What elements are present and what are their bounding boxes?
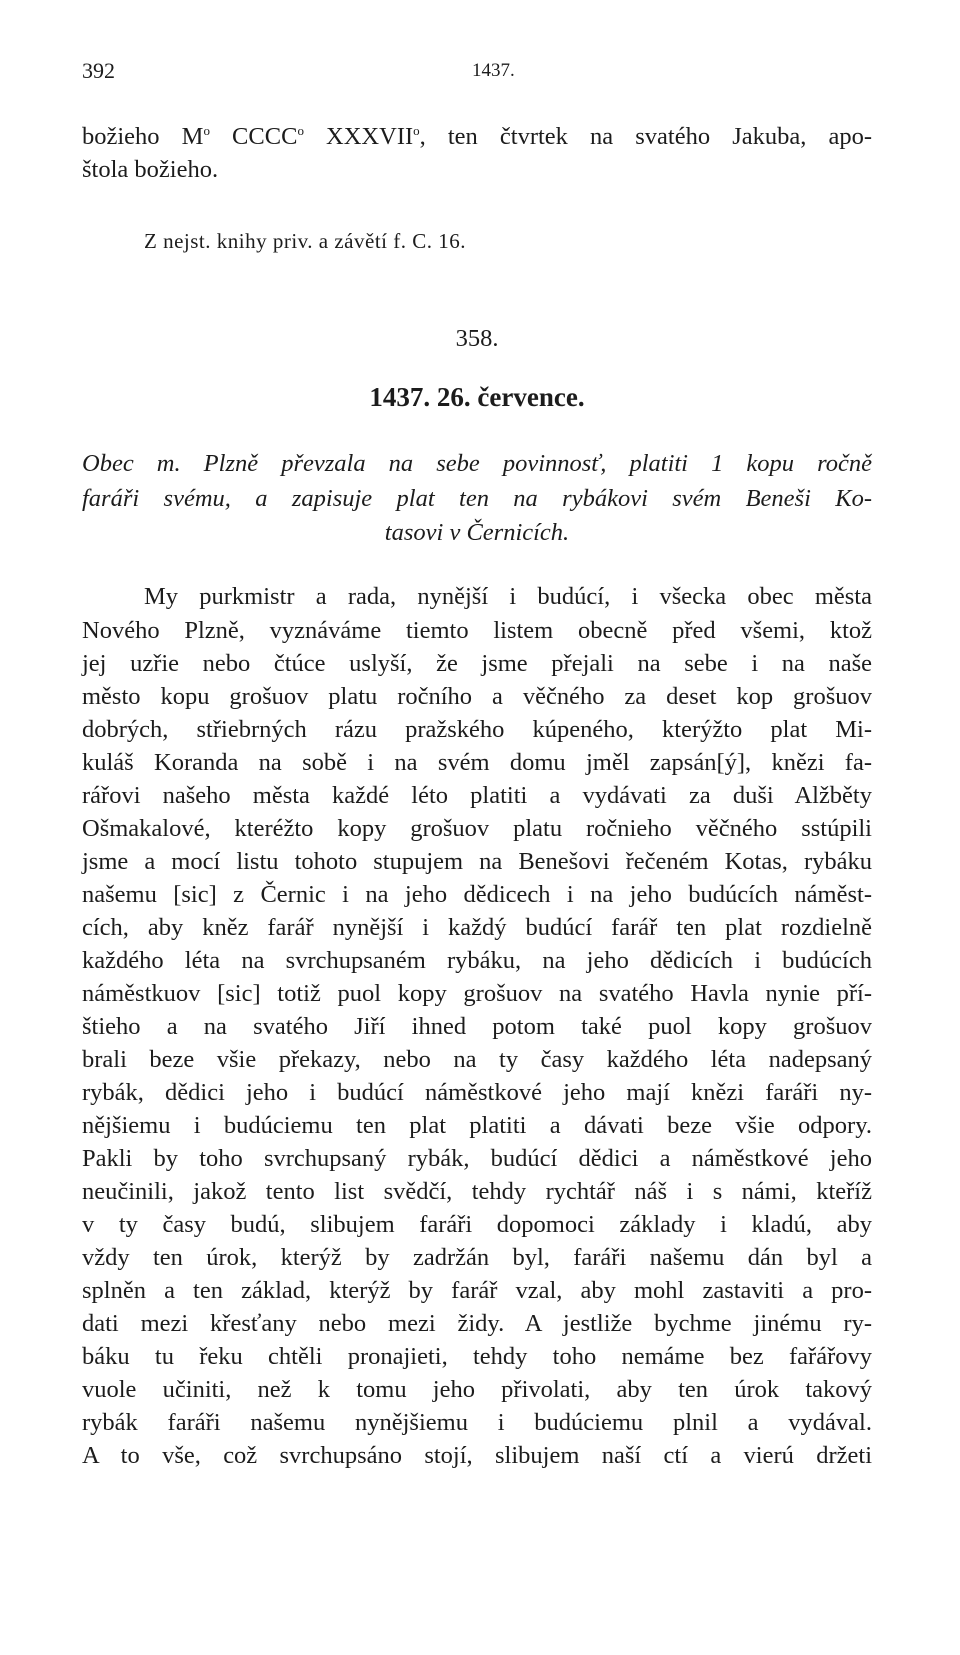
body-line: báku tu řeku chtěli pronajieti, tehdy toho nemáme bez fařářovy xyxy=(82,1343,872,1370)
body-line: vždy ten úrok, kterýž by zadržán byl, faráři našemu dán byl a xyxy=(82,1244,872,1271)
body-line: našemu [sic] z Černic i na jeho dědicech i na jeho budúcích náměst- xyxy=(82,881,872,908)
body-line: A to vše, což svrchupsáno stojí, slibujem naší ctí a vierú držeti xyxy=(82,1442,872,1469)
body-line: Pakli by toho svrchupsaný rybák, budúcí dědici a náměstkové jeho xyxy=(82,1145,872,1172)
body-line: cích, aby kněz farář nynější i každý budúcí farář ten plat rozdielně xyxy=(82,914,872,941)
body-line: Ošmakalové, kteréžto kopy grošuov platu ročnieho věčného sstúpili xyxy=(82,815,872,842)
summary-line: faráři svému, a zapisuje plat ten na rybákovi svém Beneši Ko- xyxy=(82,485,872,512)
body-line: My purkmistr a rada, nynější i budúcí, i všecka obec města xyxy=(144,583,872,610)
body-line: nějšiemu i budúciemu ten plat platiti a dávati beze všie odpory. xyxy=(82,1112,872,1139)
page-number: 392 xyxy=(82,58,115,83)
page-header xyxy=(82,58,872,88)
body-line: štieho a na svatého Jiří ihned potom také puol kopy grošuov xyxy=(82,1013,872,1040)
body-line: město kopu grošuov platu ročního a věčného za deset kop grošuov xyxy=(82,683,872,710)
body-line: rybák, dědici jeho i budúcí náměstkové jeho mají knězi faráři ny- xyxy=(82,1079,872,1106)
document-number: 358. xyxy=(455,325,499,352)
body-line: rářovi našeho města každé léto platiti a vydávati za duši Alžběty xyxy=(82,782,872,809)
body-line: jej uzřie nebo čtúce uslyší, že jsme přejali na sebe i na naše xyxy=(82,650,872,677)
summary-line: tasovi v Černicích. xyxy=(384,519,570,546)
opening-line-2: štola božieho. xyxy=(82,156,219,183)
body-line: rybák faráři našemu nynějšiemu i budúciemu plnil a vydával. xyxy=(82,1409,872,1436)
body-line: v ty časy budú, slibujem faráři dopomoci základy i kladú, aby xyxy=(82,1211,872,1238)
body-line: jsme a mocí listu tohoto stupujem na Benešovi řečeném Kotas, rybáku xyxy=(82,848,872,875)
body-line: Nového Plzně, vyznáváme tiemto listem obecně před všemi, ktož xyxy=(82,617,872,644)
body-line: vuole učiniti, než k tomu jeho přivolati, aby ten úrok takový xyxy=(82,1376,872,1403)
body-line: splněn a ten základ, kterýž by farář vzal, aby mohl zastaviti a pro- xyxy=(82,1277,872,1304)
body-line: každého léta na svrchupsaném rybáku, na jeho dědicích i budúcích xyxy=(82,947,872,974)
body-line: dobrých, střiebrných rázu pražského kúpeného, kterýžto plat Mi- xyxy=(82,716,872,743)
opening-line-1: božieho $M^o$ CCCC$^o$ XXXVII$^o$, ten čtvrtek na svatého Jakuba, apo- xyxy=(82,122,873,150)
summary-line: Obec m. Plzně převzala na sebe povinnosť, platiti 1 kopu ročně xyxy=(82,450,872,477)
body-line: dati mezi křesťany nebo mezi židy. A jestliže bychme jinému ry- xyxy=(82,1310,872,1337)
body-line: náměstkuov [sic] totiž puol kopy grošuov na svatého Havla nynie pří- xyxy=(82,980,872,1007)
document-date: 1437. 26. července. xyxy=(369,382,585,412)
running-head-year: 1437. xyxy=(472,60,515,81)
body-line: neučinili, jakož tento list svědčí, tehdy rychtář náš i s námi, kteříž xyxy=(82,1178,872,1205)
body-line: brali beze všie překazy, nebo na ty časy každého léta nadepsaný xyxy=(82,1046,872,1073)
source-note: Z nejst. knihy priv. a závětí f. C. 16. xyxy=(144,229,466,253)
body-line: kuláš Koranda na sobě i na svém domu jměl zapsán[ý], knězi fa- xyxy=(82,749,872,776)
